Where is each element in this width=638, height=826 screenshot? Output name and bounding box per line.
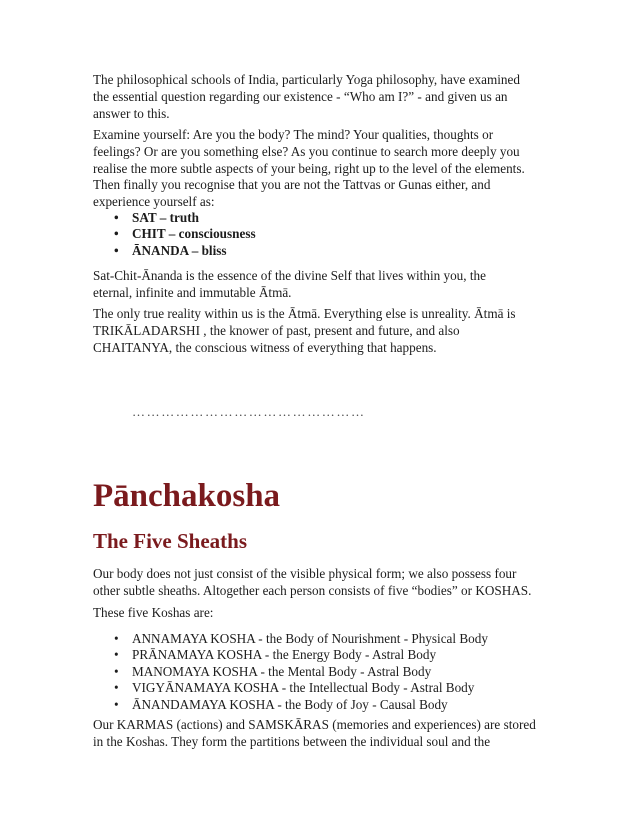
page-heading: Pānchakosha xyxy=(93,478,281,514)
essence-paragraph-2 xyxy=(93,306,553,356)
koshas-intro-paragraph xyxy=(93,566,553,600)
intro-paragraph-2 xyxy=(93,127,553,211)
text-line: The philosophical schools of India, particularly Yoga philosophy, have examined xyxy=(93,72,520,87)
karmas-paragraph xyxy=(93,717,553,751)
text-line: TRIKĀLADARSHI , the knower of past, present and future, and also xyxy=(93,322,460,338)
text-line: experience yourself as: xyxy=(93,194,215,210)
list-item: • ĀNANDA – bliss xyxy=(114,243,256,259)
text-line: eternal, infinite and immutable Ātmā. xyxy=(93,284,292,300)
text-line: These five Koshas are: xyxy=(93,605,214,620)
koshas-list xyxy=(114,631,488,713)
text-line: Our body does not just consist of the visible physical form; we also possess four xyxy=(93,566,517,581)
section-subheading: The Five Sheaths xyxy=(93,529,248,553)
list-item: • PRĀNAMAYA KOSHA - the Energy Body - Astral Body xyxy=(114,647,488,663)
text-line: The only true reality within us is the Ātmā. Everything else is unreality. Ātmā is xyxy=(93,306,516,321)
dotted-separator: ………………………………………… xyxy=(132,404,366,419)
essence-paragraph-1 xyxy=(93,268,553,302)
list-item: • CHIT – consciousness xyxy=(114,226,256,242)
text-line: CHAITANYA, the conscious witness of everything that happens. xyxy=(93,339,437,355)
list-item: • MANOMAYA KOSHA - the Mental Body - Astral Body xyxy=(114,664,488,680)
text-line: realise the more subtle aspects of your being, right up to the level of the elements. xyxy=(93,160,525,176)
koshas-lead-in xyxy=(93,605,553,622)
text-line: in the Koshas. They form the partitions between the individual soul and the xyxy=(93,733,491,749)
intro-paragraph-1 xyxy=(93,72,553,122)
text-line: answer to this. xyxy=(93,105,170,121)
list-item: • ĀNANDAMAYA KOSHA - the Body of Joy - Causal Body xyxy=(114,697,488,713)
sat-chit-ananda-list xyxy=(114,210,256,259)
text-line: Our KARMAS (actions) and SAMSKĀRAS (memories and experiences) are stored xyxy=(93,717,536,732)
text-line: the essential question regarding our existence - “Who am I?” - and given us an xyxy=(93,88,508,104)
list-item: • SAT – truth xyxy=(114,210,256,226)
text-line: Sat-Chit-Ānanda is the essence of the divine Self that lives within you, the xyxy=(93,268,486,283)
text-line: Examine yourself: Are you the body? The mind? Your qualities, thoughts or xyxy=(93,127,494,142)
text-line: Then finally you recognise that you are not the Tattvas or Gunas either, and xyxy=(93,177,491,193)
list-item: • VIGYĀNAMAYA KOSHA - the Intellectual Body - Astral Body xyxy=(114,680,488,696)
list-item: • ANNAMAYA KOSHA - the Body of Nourishment - Physical Body xyxy=(114,631,488,647)
text-line: feelings? Or are you something else? As you continue to search more deeply you xyxy=(93,143,520,159)
text-line: other subtle sheaths. Altogether each person consists of five “bodies” or KOSHAS. xyxy=(93,582,532,598)
